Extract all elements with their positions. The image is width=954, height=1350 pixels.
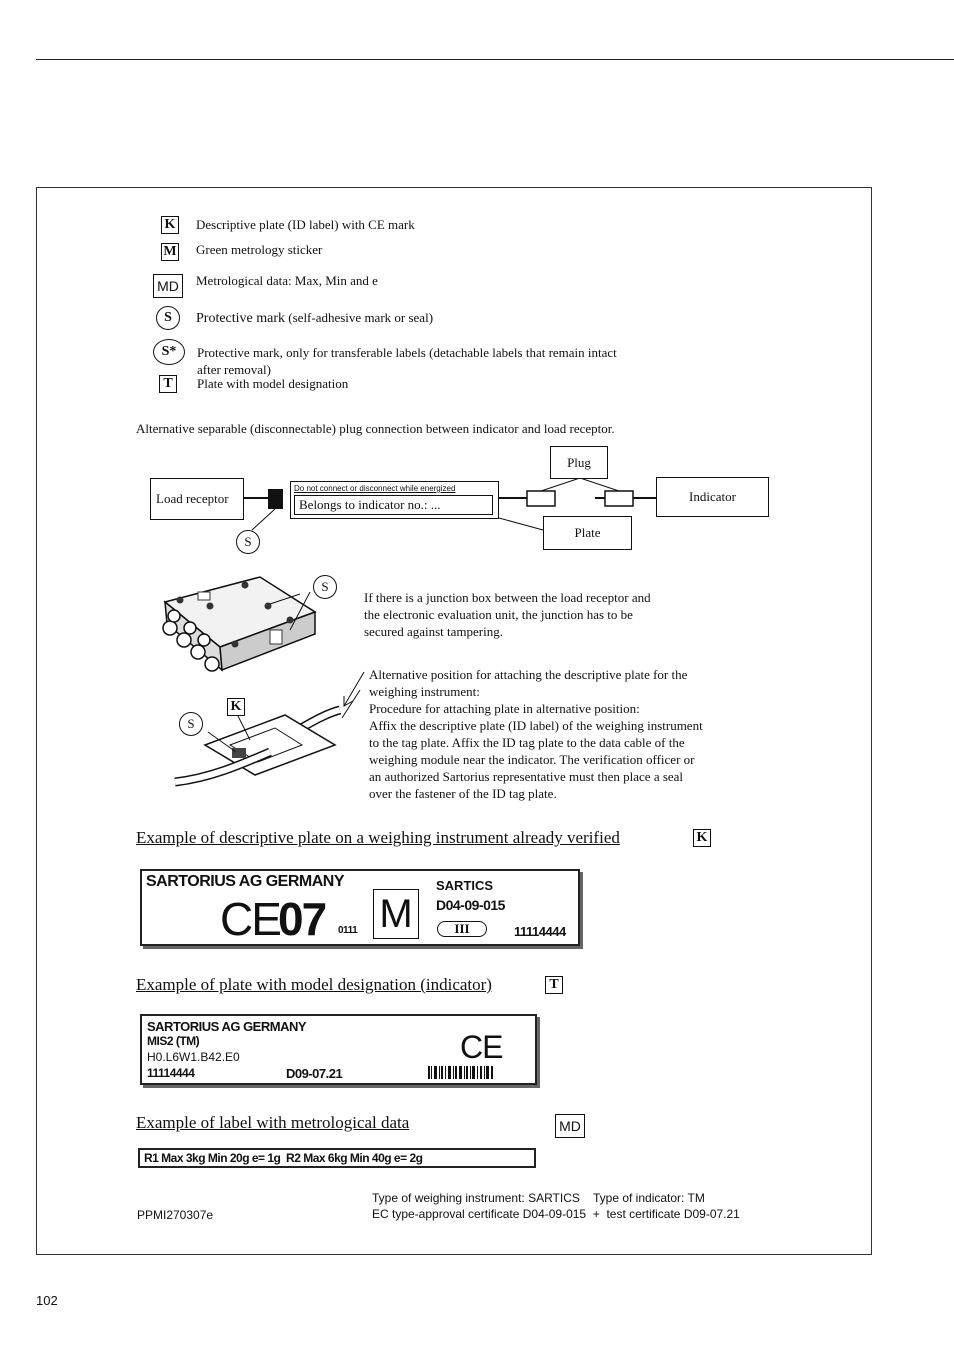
junction-line: If there is a junction box between the load receptor and <box>364 590 651 605</box>
tag-line: over the fastener of the ID tag plate. <box>369 786 557 801</box>
top-rule <box>36 59 954 60</box>
plate2-cert: D09-07.21 <box>286 1066 343 1081</box>
example3-symbol-md: MD <box>555 1114 585 1138</box>
doc-id: PPMI270307e <box>137 1208 214 1222</box>
plate1-model: SARTICS <box>436 878 494 893</box>
tag-symbol-k: K <box>227 698 245 716</box>
symbol-k: K <box>161 216 179 234</box>
symbol-m: M <box>161 243 179 261</box>
plate-box: Plate <box>543 516 632 550</box>
junction-line: secured against tampering. <box>364 624 503 639</box>
plate1-cert: D04-09-015 <box>436 897 505 913</box>
page-number: 102 <box>36 1293 58 1308</box>
footer-line2: EC type-approval certificate D04-09-015 + test certificate D09-07.21 <box>372 1207 740 1221</box>
legend-s-main: Protective mark <box>196 311 286 326</box>
plate2-serial: 11114444 <box>147 1066 195 1080</box>
barcode-icon <box>428 1066 494 1079</box>
tag-line: weighing module near the indicator. The verification officer or <box>369 752 695 767</box>
symbol-t: T <box>159 375 177 393</box>
example3-heading: Example of label with metrological data <box>136 1113 410 1132</box>
legend-k-text: Descriptive plate (ID label) with CE mark <box>196 217 415 232</box>
plate2-code: H0.L6W1.B42.E0 <box>147 1050 240 1064</box>
plug-box: Plug <box>550 446 608 479</box>
legend-s-text <box>196 310 433 327</box>
tag-line: an authorized Sartorius representative must then place a seal <box>369 769 684 784</box>
warning-text: Do not connect or disconnect while energized <box>294 484 456 493</box>
legend-md-text: Metrological data: Max, Min and e <box>196 273 378 288</box>
metrological-data-label: R1 Max 3kg Min 20g e= 1g R2 Max 6kg Min 40g e= 2g <box>138 1148 536 1168</box>
legend-s-star-cont: after removal) <box>197 362 271 377</box>
plate2-ce-mark-icon: CE <box>460 1029 503 1065</box>
footer-line1: Type of weighing instrument: SARTICS Type of indicator: TM <box>372 1191 705 1205</box>
plate1-year: 07 <box>278 893 326 945</box>
legend-t-text: Plate with model designation <box>197 376 349 391</box>
symbol-s-star: S* <box>153 339 185 365</box>
model-plate <box>140 1014 537 1085</box>
legend-m-text: Green metrology sticker <box>196 242 323 257</box>
tag-line: Procedure for attaching plate in alternative position: <box>369 701 640 716</box>
pointer-arrow-icon <box>340 670 370 710</box>
belongs-text: Belongs to indicator no.: ... <box>294 495 493 515</box>
plate1-company: SARTORIUS AG GERMANY <box>146 873 345 890</box>
plate1-notified-body: 0111 <box>338 925 358 936</box>
tag-line: Alternative position for attaching the descriptive plate for the <box>369 667 688 682</box>
tag-line: weighing instrument: <box>369 684 480 699</box>
plug-intro: Alternative separable (disconnectable) plug connection between indicator and load receptor. <box>136 421 615 436</box>
indicator-box: Indicator <box>656 477 769 517</box>
ce-mark-icon: CE <box>220 893 280 945</box>
seal-s-icon: S <box>236 530 260 554</box>
example1-symbol-k: K <box>693 829 711 847</box>
tag-line: to the tag plate. Affix the ID tag plate to the data cable of the <box>369 735 685 750</box>
accuracy-class-icon: III <box>437 921 487 937</box>
plate2-model: MIS2 (TM) <box>147 1034 200 1048</box>
junction-text <box>364 589 651 640</box>
legend-s-star-text: Protective mark, only for transferable labels (detachable labels that remain intact <box>197 345 617 360</box>
warning-label <box>290 481 499 519</box>
junction-line: the electronic evaluation unit, the junction has to be <box>364 607 633 622</box>
junction-seal-s-icon: S <box>313 575 337 599</box>
legend-s-sub: (self-adhesive mark or seal) <box>285 310 434 325</box>
example2-symbol-t: T <box>545 976 563 994</box>
descriptive-plate <box>140 869 580 946</box>
metrology-m-icon: M <box>373 889 419 939</box>
tag-seal-s-icon: S <box>179 712 203 736</box>
symbol-md: MD <box>153 274 183 298</box>
tag-text <box>369 666 703 802</box>
load-receptor-box: Load receptor <box>150 478 244 520</box>
plate2-company: SARTORIUS AG GERMANY <box>147 1019 307 1034</box>
plate1-serial: 11114444 <box>514 924 566 939</box>
example2-heading: Example of plate with model designation (indicator) <box>136 975 492 994</box>
example1-heading: Example of descriptive plate on a weighing instrument already verified <box>136 828 620 847</box>
tag-line: Affix the descriptive plate (ID label) of the weighing instrument <box>369 718 703 733</box>
symbol-s: S <box>156 306 180 330</box>
